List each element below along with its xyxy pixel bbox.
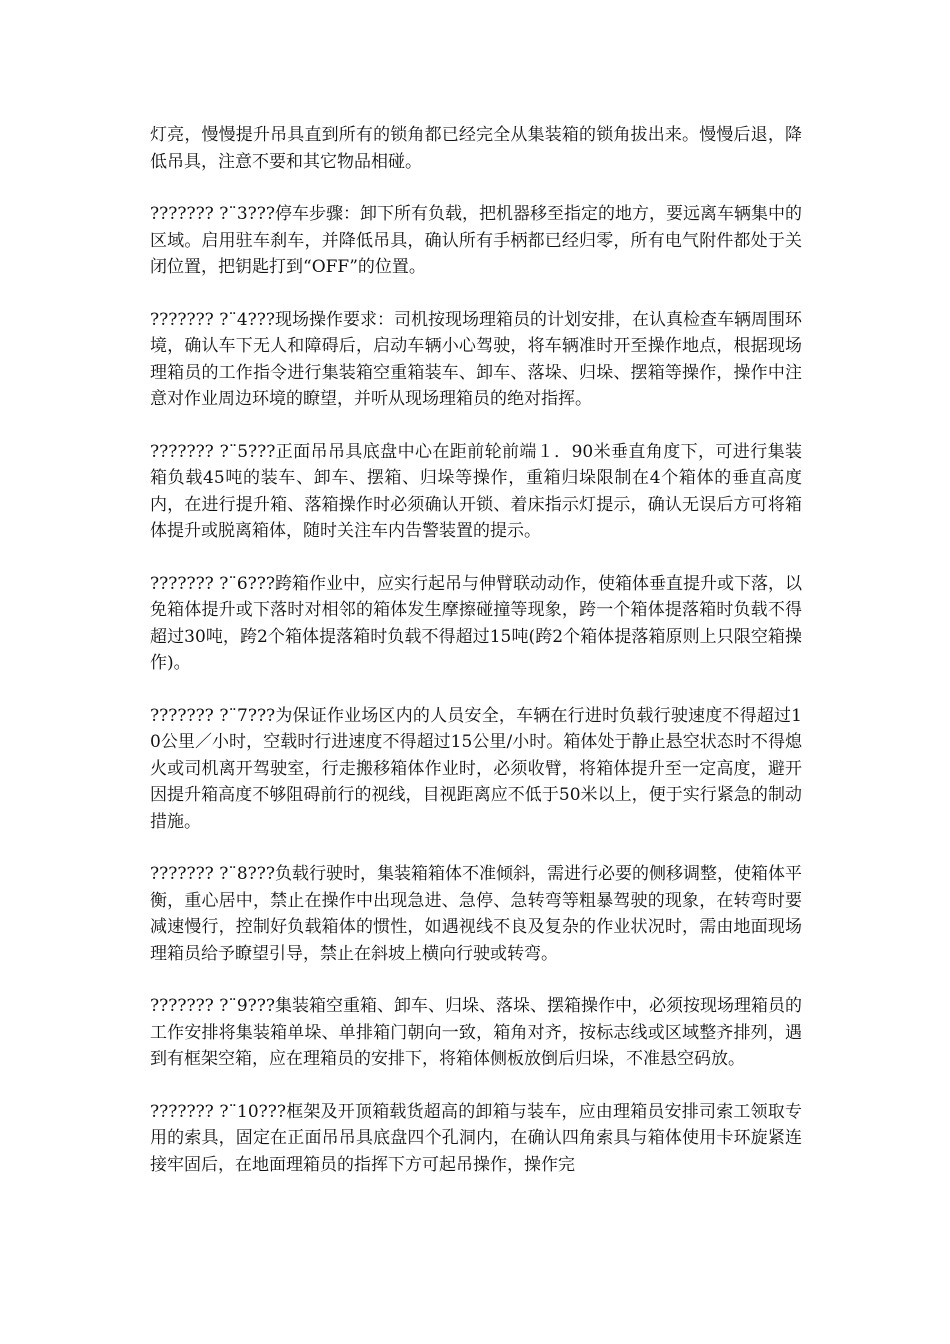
paragraph-item-3: ??????? ?¨3???停车步骤：卸下所有负载，把机器移至指定的地方，要远离车辆集中的区域。启用驻车刹车，并降低吊具，确认所有手柄都已经归零，所有电气附件都处于关闭位置，把钥匙打到“OFF”的位置。 <box>150 204 802 277</box>
paragraph-item-5: ??????? ?¨5???正面吊吊具底盘中心在距前轮前端１．90米垂直角度下，可进行集装箱负载45吨的装车、卸车、摆箱、归垛等操作，重箱归垛限制在4个箱体的垂直高度内，在进行提升箱、落箱操作时必须确认开锁、着床指示灯提示，确认无误后方可将箱体提升或脱离箱体，随时关注车内告警装置的提示。 <box>150 441 802 541</box>
paragraph-continuation: 灯亮，慢慢提升吊具直到所有的锁角都已经完全从集装箱的锁角拔出来。慢慢后退，降低吊具，注意不要和其它物品相碰。 <box>150 125 802 172</box>
paragraph-item-6: ??????? ?¨6???跨箱作业中，应实行起吊与伸臂联动动作，使箱体垂直提升或下落，以免箱体提升或下落时对相邻的箱体发生摩擦碰撞等现象，跨一个箱体提落箱时负载不得超过30吨，跨2个箱体提落箱时负载不得超过15吨(跨2个箱体提落箱原则上只限空箱操作)。 <box>150 573 802 673</box>
paragraph-item-10: ??????? ?¨10???框架及开顶箱载货超高的卸箱与装车，应由理箱员安排司索工领取专用的索具，固定在正面吊吊具底盘四个孔洞内，在确认四角索具与箱体使用卡环旋紧连接牢固后，在地面理箱员的指挥下方可起吊操作，操作完 <box>150 1101 802 1175</box>
paragraph-item-9: ??????? ?¨9???集装箱空重箱、卸车、归垛、落垛、摆箱操作中，必须按现场理箱员的工作安排将集装箱单垛、单排箱门朝向一致，箱角对齐，按标志线或区域整齐排列，遇到有框架空箱，应在理箱员的安排下，将箱体侧板放倒后归垛，不准悬空码放。 <box>150 996 802 1069</box>
document-body <box>150 122 802 1204</box>
paragraph-item-8: ??????? ?¨8???负载行驶时，集装箱箱体不准倾斜，需进行必要的侧移调整，使箱体平衡，重心居中，禁止在操作中出现急进、急停、急转弯等粗暴驾驶的现象，在转弯时要减速慢行，控制好负载箱体的惯性，如遇视线不良及复杂的作业状况时，需由地面现场理箱员给予瞭望引导，禁止在斜坡上横向行驶或转弯。 <box>150 864 802 964</box>
paragraph-item-7: ??????? ?¨7???为保证作业场区内的人员安全，车辆在行进时负载行驶速度不得超过10公里／小时，空载时行进速度不得超过15公里/小时。箱体处于静止悬空状态时不得熄火或司机离开驾驶室，行走搬移箱体作业时，必须收臂，将箱体提升至一定高度，避开因提升箱高度不够阻碍前行的视线，目视距离应不低于50米以上，便于实行紧急的制动措施。 <box>150 705 802 832</box>
paragraph-item-4: ??????? ?¨4???现场操作要求：司机按现场理箱员的计划安排，在认真检查车辆周围环境，确认车下无人和障碍后，启动车辆小心驾驶，将车辆准时开至操作地点，根据现场理箱员的工作指令进行集装箱空重箱装车、卸车、落垛、归垛、摆箱等操作，操作中注意对作业周边环境的瞭望，并听从现场理箱员的绝对指挥。 <box>150 309 802 409</box>
